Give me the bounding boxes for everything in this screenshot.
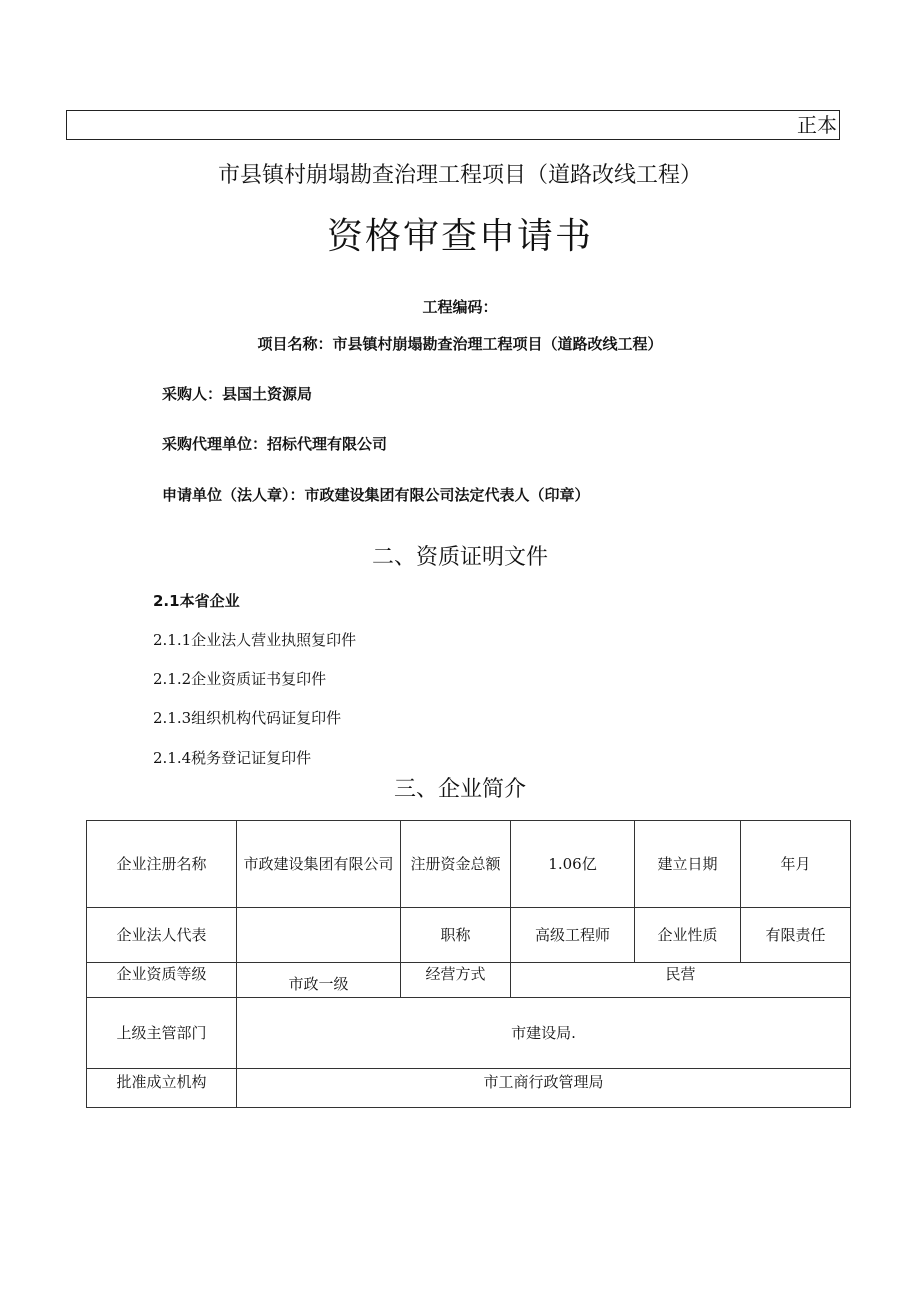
company-info-table — [86, 820, 851, 1108]
superior-value: 市建设局. — [237, 998, 851, 1069]
purchaser: 采购人：县国土资源局 — [162, 385, 313, 403]
superior-label: 上级主管部门 — [87, 998, 237, 1069]
reg-name-label: 企业注册名称 — [87, 821, 237, 908]
document-subtitle: 市县镇村崩塌勘查治理工程项目（道路改线工程） — [217, 163, 702, 188]
copy-type-box — [66, 110, 840, 140]
section-item: 2.1.1企业法人营业执照复印件 — [153, 631, 357, 649]
table-row — [87, 821, 851, 908]
title-value: 高级工程师 — [511, 908, 635, 963]
document-title: 资格审查申请书 — [326, 216, 593, 257]
section-item: 2.1.4税务登记证复印件 — [153, 749, 312, 767]
procurement-agent: 采购代理单位：招标代理有限公司 — [162, 435, 388, 453]
section-3-title: 三、企业简介 — [393, 777, 526, 802]
est-date-value: 年月 — [741, 821, 851, 908]
section-item: 2.1.2企业资质证书复印件 — [153, 670, 327, 688]
project-name: 项目名称：市县镇村崩塌勘查治理工程项目（道路改线工程） — [257, 335, 663, 353]
legal-rep-label: 企业法人代表 — [87, 908, 237, 963]
project-code: 工程编码： — [422, 298, 498, 316]
approval-value: 市工商行政管理局 — [237, 1069, 851, 1108]
section-item: 2.1.3组织机构代码证复印件 — [153, 709, 342, 727]
mode-label: 经营方式 — [401, 963, 511, 998]
section-2-1-title: 2.1本省企业 — [153, 592, 240, 610]
est-date-label: 建立日期 — [635, 821, 741, 908]
nature-value: 有限责任 — [741, 908, 851, 963]
table-row — [87, 1069, 851, 1108]
qual-value: 市政一级 — [288, 975, 349, 993]
nature-label: 企业性质 — [635, 908, 741, 963]
section-2-title: 二、资质证明文件 — [371, 545, 548, 570]
copy-type-label: 正本 — [797, 113, 837, 137]
table-row — [87, 998, 851, 1069]
capital-label: 注册资金总额 — [401, 821, 511, 908]
table-row — [87, 908, 851, 963]
mode-value: 民营 — [511, 963, 851, 998]
reg-name-value: 市政建设集团有限公司 — [237, 821, 401, 908]
title-label: 职称 — [401, 908, 511, 963]
capital-value: 1.06亿 — [511, 821, 635, 908]
approval-label: 批准成立机构 — [87, 1069, 237, 1108]
qual-value-cell — [237, 963, 401, 998]
applicant: 申请单位（法人章）：市政建设集团有限公司法定代表人（印章） — [162, 486, 590, 504]
table-row — [87, 963, 851, 998]
legal-rep-value — [237, 908, 401, 963]
qual-label: 企业资质等级 — [87, 963, 237, 998]
